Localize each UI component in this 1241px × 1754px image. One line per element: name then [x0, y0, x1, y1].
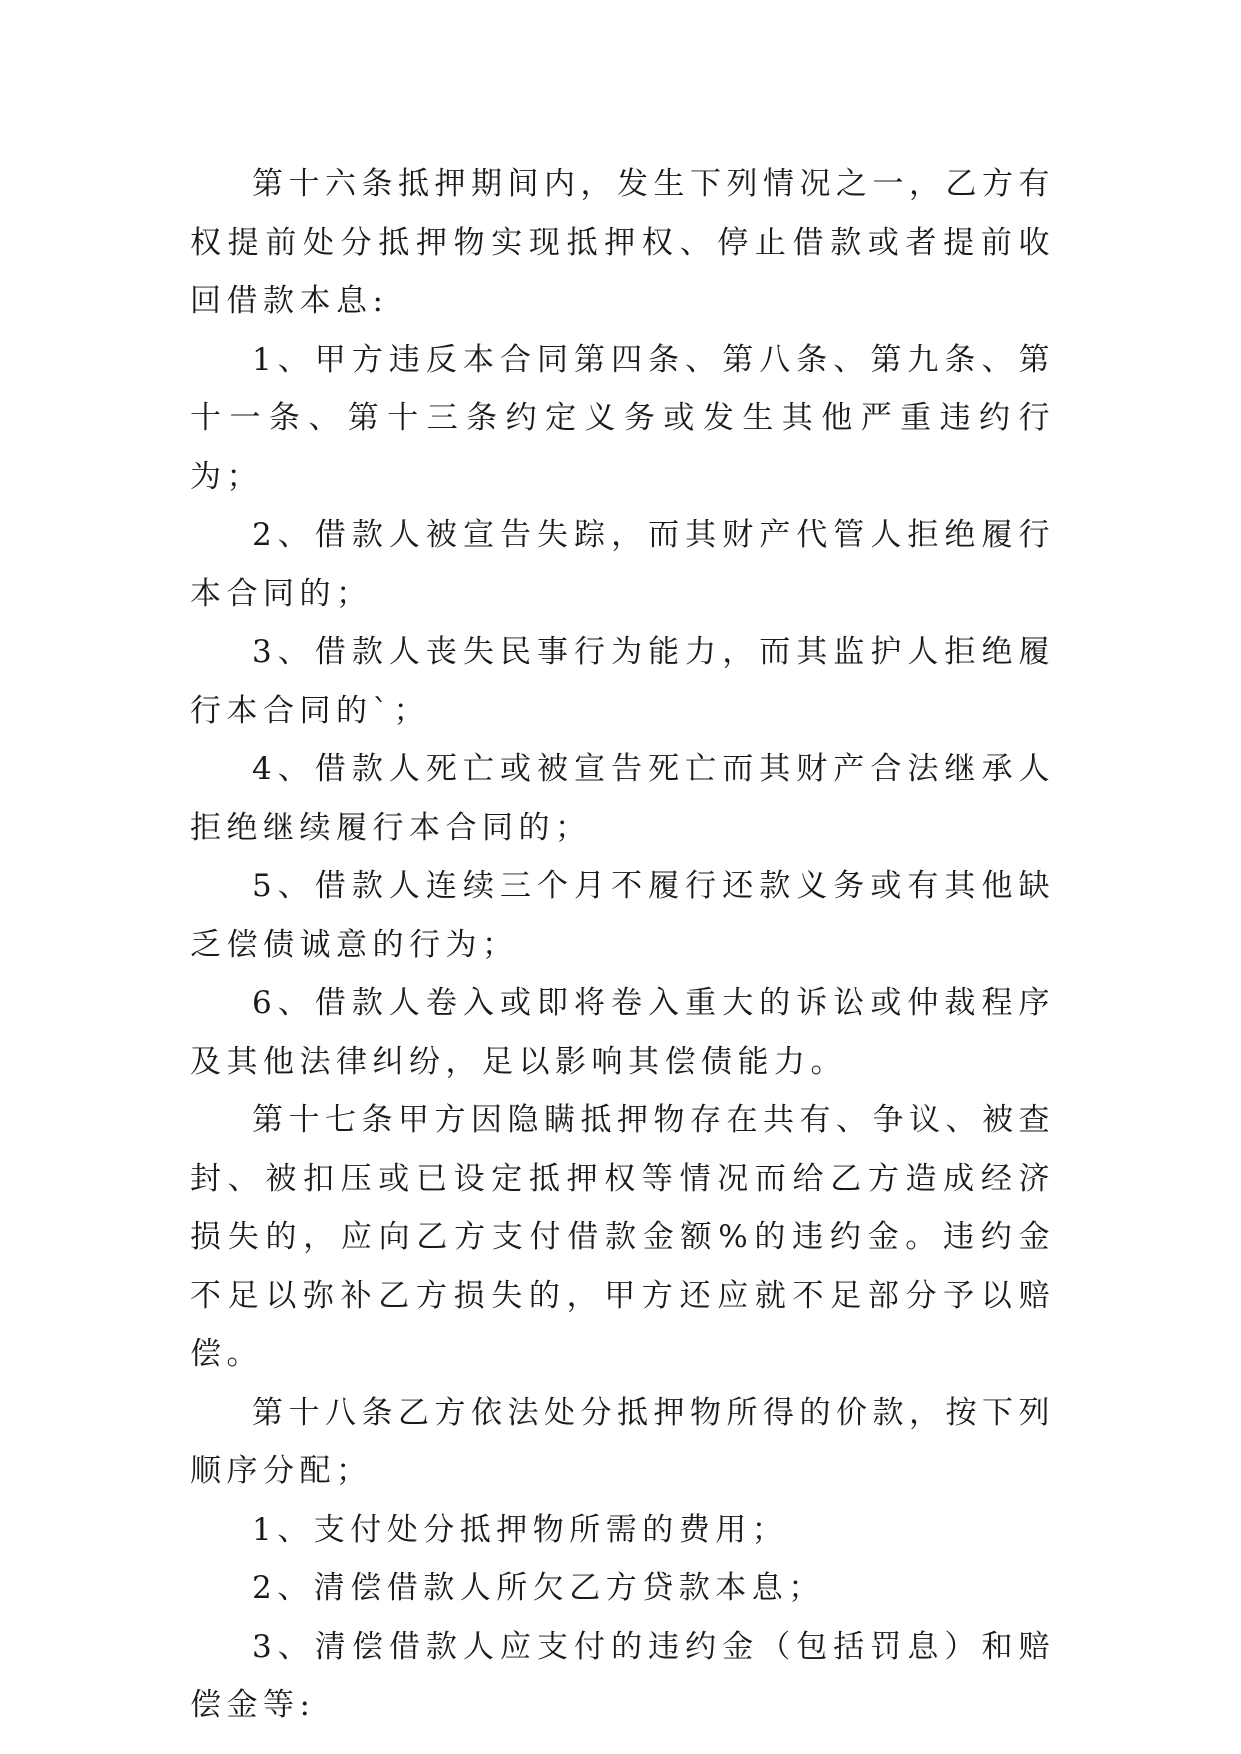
article-18-item-1: 1、支付处分抵押物所需的费用； — [252, 1511, 789, 1548]
article-16-intro: 第十六条抵押期间内，发生下列情况之一，乙方有权提前处分抵押物实现抵押权、停止借款或者提前收回借款本息: — [190, 166, 1055, 319]
article-17: 第十七条甲方因隐瞒抵押物存在共有、争议、被查封、被扣压或已设定抵押权等情况而给乙方造成经济损失的，应向乙方支付借款金额%的违约金。违约金不足以弥补乙方损失的，甲方还应就不足部分予以赔偿。 — [190, 1102, 1055, 1372]
article-16-item-4: 4、借款人死亡或被宣告死亡而其财产合法继承人拒绝继续履行本合同的； — [190, 751, 1055, 846]
document-body — [190, 155, 1055, 1735]
article-18-item-3: 3、清偿借款人应支付的违约金（包括罚息）和赔偿金等: — [190, 1628, 1055, 1723]
article-16-item-5: 5、借款人连续三个月不履行还款义务或有其他缺乏偿债诚意的行为； — [190, 868, 1055, 963]
article-18-intro: 第十八条乙方依法处分抵押物所得的价款，按下列顺序分配； — [190, 1394, 1055, 1489]
article-16-item-1: 1、甲方违反本合同第四条、第八条、第九条、第十一条、第十三条约定义务或发生其他严重违约行为； — [190, 341, 1055, 495]
article-16-item-3: 3、借款人丧失民事行为能力，而其监护人拒绝履行本合同的`； — [190, 634, 1055, 729]
article-16-item-2: 2、借款人被宣告失踪，而其财产代管人拒绝履行本合同的； — [190, 517, 1055, 612]
article-18-item-2: 2、清偿借款人所欠乙方贷款本息； — [252, 1570, 825, 1606]
article-16-item-6: 6、借款人卷入或即将卷入重大的诉讼或仲裁程序及其他法律纠纷，足以影响其偿债能力。 — [190, 985, 1055, 1080]
